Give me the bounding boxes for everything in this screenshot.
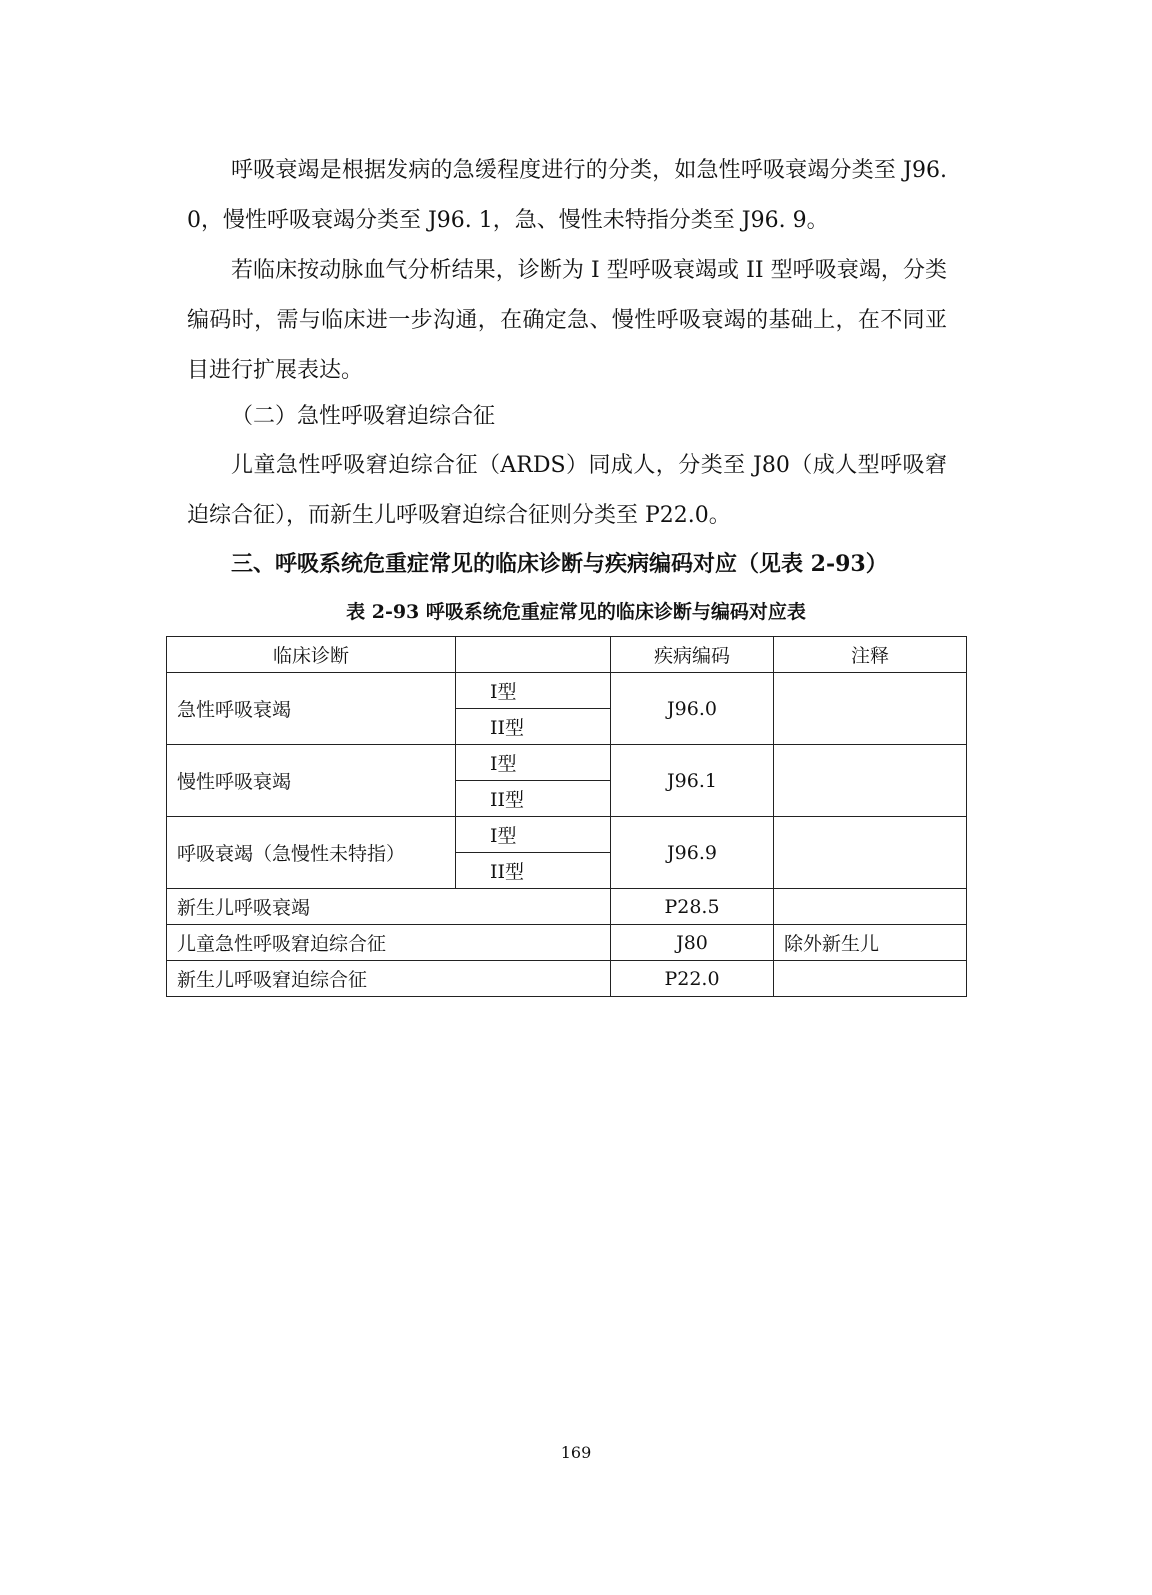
paragraph-blood-gas: 若临床按动脉血气分析结果，诊断为 I 型呼吸衰竭或 II 型呼吸衰竭，分类编码时，需与临床进一步沟通，在确定急、慢性呼吸衰竭的基础上，在不同亚目进行扩展表达。: [187, 258, 947, 383]
table-header-row: [167, 637, 967, 673]
header-clinical-diagnosis: 临床诊断: [167, 637, 456, 673]
table-caption: 表 2-93 呼吸系统危重症常见的临床诊断与编码对应表: [346, 601, 806, 623]
header-type: [456, 637, 611, 673]
diagnosis-cell: 新生儿呼吸窘迫综合征: [167, 961, 611, 997]
type-cell: II型: [456, 853, 611, 889]
note-cell: [774, 889, 967, 925]
table-row: [167, 889, 967, 925]
note-cell: 除外新生儿: [774, 925, 967, 961]
subheading-ards: （二）急性呼吸窘迫综合征: [231, 404, 496, 429]
note-cell: [774, 673, 967, 745]
type-cell: I型: [456, 673, 611, 709]
table-row: [167, 745, 967, 781]
code-cell: J96.1: [611, 745, 774, 817]
type-cell: I型: [456, 817, 611, 853]
code-cell: J96.0: [611, 673, 774, 745]
note-cell: [774, 961, 967, 997]
type-cell: II型: [456, 709, 611, 745]
header-note: 注释: [774, 637, 967, 673]
diagnosis-cell: 儿童急性呼吸窘迫综合征: [167, 925, 611, 961]
diagnosis-code-table: [166, 636, 967, 997]
table-row: [167, 925, 967, 961]
note-cell: [774, 745, 967, 817]
header-disease-code: 疾病编码: [611, 637, 774, 673]
diagnosis-cell: 呼吸衰竭（急慢性未特指）: [167, 817, 456, 889]
code-cell: P22.0: [611, 961, 774, 997]
table-row: [167, 817, 967, 853]
code-cell: J80: [611, 925, 774, 961]
type-cell: I型: [456, 745, 611, 781]
diagnosis-cell: 慢性呼吸衰竭: [167, 745, 456, 817]
page-number: 169: [560, 1443, 592, 1462]
code-cell: P28.5: [611, 889, 774, 925]
note-cell: [774, 817, 967, 889]
table-row: [167, 961, 967, 997]
table-row: [167, 673, 967, 709]
code-cell: J96.9: [611, 817, 774, 889]
paragraph-respiratory-failure: 呼吸衰竭是根据发病的急缓程度进行的分类，如急性呼吸衰竭分类至 J96. 0，慢性呼吸衰竭分类至 J96. 1，急、慢性未特指分类至 J96. 9。: [187, 158, 947, 233]
section-heading: 三、呼吸系统危重症常见的临床诊断与疾病编码对应（见表 2-93）: [231, 551, 888, 577]
diagnosis-cell: 新生儿呼吸衰竭: [167, 889, 611, 925]
diagnosis-cell: 急性呼吸衰竭: [167, 673, 456, 745]
type-cell: II型: [456, 781, 611, 817]
paragraph-ards: 儿童急性呼吸窘迫综合征（ARDS）同成人，分类至 J80（成人型呼吸窘迫综合征），而新生儿呼吸窘迫综合征则分类至 P22.0。: [187, 453, 947, 528]
